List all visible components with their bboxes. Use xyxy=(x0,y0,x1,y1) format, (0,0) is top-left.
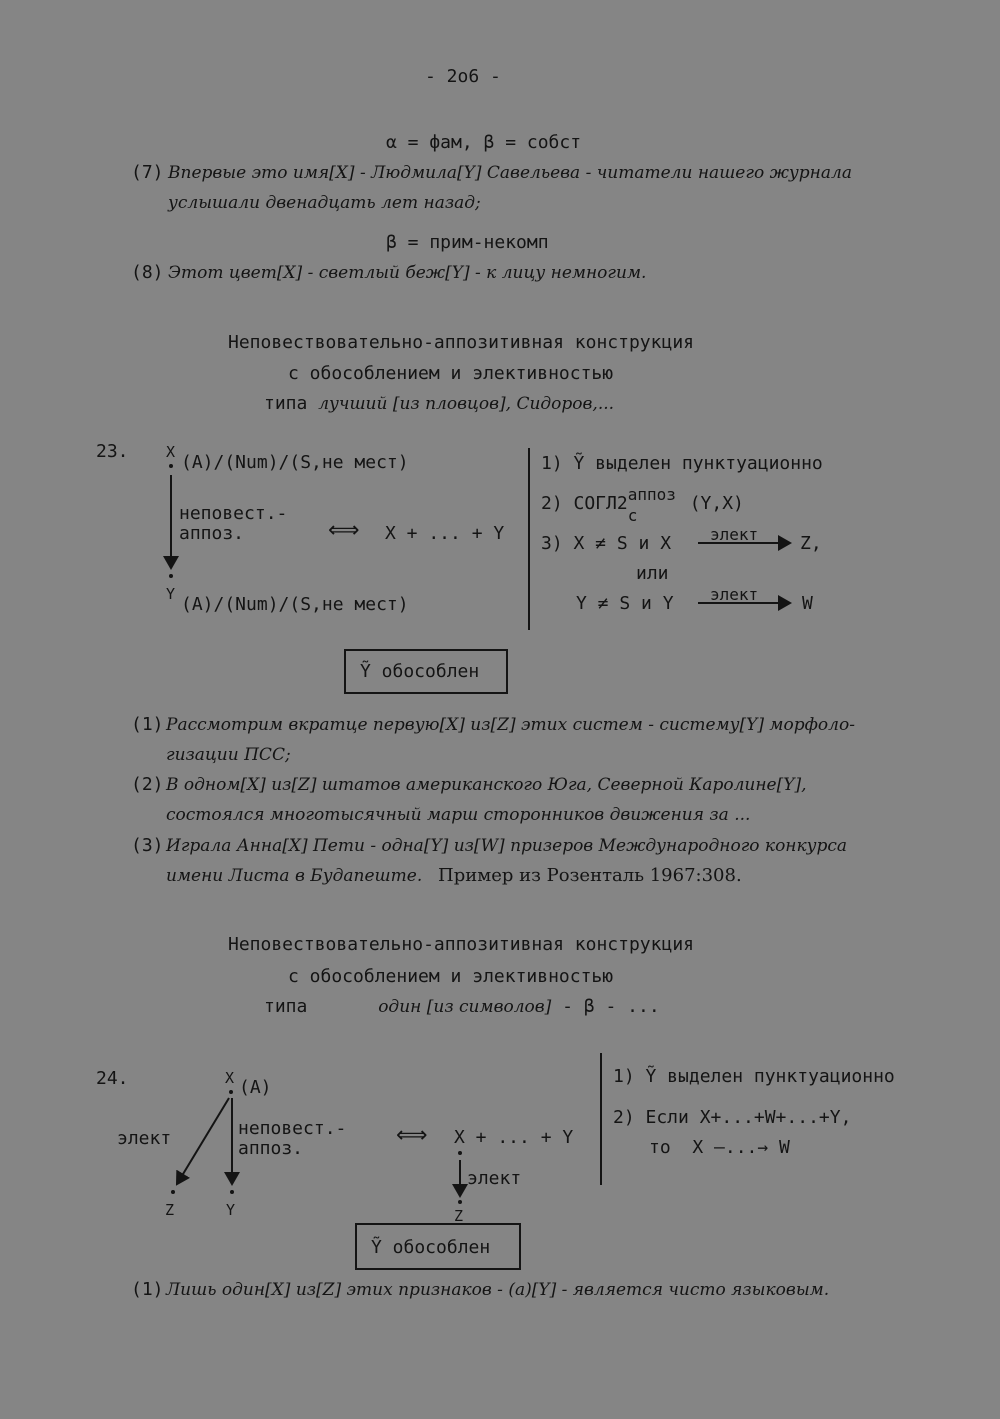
relation-label-line1: неповест.- xyxy=(179,503,288,524)
example-7-line2: услышали двенадцать лет назад; xyxy=(168,193,481,213)
example-23-1-number: (1) xyxy=(131,714,164,735)
example-7-line1: Впервые это имя[X] - Людмила[Y] Савельева - читатели нашего журнала xyxy=(168,163,852,183)
section-23-title-line1: Неповествовательно-аппозитивная конструкция xyxy=(228,332,694,353)
node-x-features: (A)/(Num)/(S,не мест) xyxy=(181,452,409,473)
condition-3b-target: W xyxy=(802,593,813,614)
page-number: - 2o6 - xyxy=(425,66,501,87)
node-x-features-24: (A) xyxy=(239,1077,272,1098)
relation-label-24-line1: неповест.- xyxy=(238,1118,347,1139)
example-7-number: (7) xyxy=(131,162,164,183)
linear-z-dot-24 xyxy=(458,1200,462,1204)
example-24-1-number: (1) xyxy=(131,1279,164,1300)
node-z-label-24: Z xyxy=(165,1201,175,1219)
elective-arrow-24 xyxy=(177,1098,229,1184)
equivalence-arrow-24: ⟺ xyxy=(396,1123,428,1148)
rule-24-number: 24. xyxy=(96,1068,129,1089)
section-23-title-line2: с обособлением и элективностью xyxy=(288,363,614,384)
example-23-1-line2: гизации ПСС; xyxy=(166,745,291,765)
example-8-line1: Этот цвет[X] - светлый беж[Y] - к лицу немногим. xyxy=(168,263,647,283)
condition-24-2-line2: то X —...→ W xyxy=(649,1137,790,1158)
linear-x-dot-24 xyxy=(458,1151,462,1155)
condition-1: 1) Ỹ выделен пунктуационно xyxy=(541,453,823,474)
relation-label-line2: аппоз. xyxy=(179,523,245,544)
node-y-label: Y xyxy=(166,585,176,603)
example-23-3-line2: имени Листа в Будапеште. xyxy=(166,866,423,886)
condition-2-superscript: аппоз xyxy=(627,485,676,504)
formula-beta: β = прим-некомп xyxy=(386,232,549,253)
condition-3a-target: Z, xyxy=(800,533,822,554)
node-y-dot xyxy=(169,574,173,578)
condition-3a-arrow-label: элект xyxy=(710,525,759,544)
linear-node-z-24: Z xyxy=(454,1207,464,1225)
node-x-label-24: X xyxy=(225,1069,235,1087)
condition-2-subscript: с xyxy=(627,506,638,525)
example-23-3-number: (3) xyxy=(131,835,164,856)
equivalence-arrow: ⟺ xyxy=(328,518,360,543)
section-23-title-line3: типа лучший [из пловцов], Сидоров,... xyxy=(264,393,615,414)
left-relation-label: элект xyxy=(117,1128,172,1149)
formula-alpha-beta: α = фам, β = собст xyxy=(386,132,582,153)
linear-formula-24: X + ... + Y xyxy=(454,1127,574,1148)
section-24-title-line2: с обособлением и элективностью xyxy=(288,966,614,987)
section-24-title-line1: Неповествовательно-аппозитивная конструкция xyxy=(228,934,694,955)
example-8-number: (8) xyxy=(131,262,164,283)
example-23-2-line2: состоялся многотысячный марш сторонников движения за ... xyxy=(166,805,751,825)
rule-23-number: 23. xyxy=(96,441,129,462)
result-box-24-text: Ỹ обособлен xyxy=(371,1237,491,1258)
relation-label-24-line2: аппоз. xyxy=(238,1138,304,1159)
node-y-label-24: Y xyxy=(226,1201,236,1219)
linear-formula: X + ... + Y xyxy=(385,523,505,544)
example-24-1-text: Лишь один[X] из[Z] этих признаков - (а)[Y] - является чисто языковым. xyxy=(166,1280,830,1300)
node-x-dot xyxy=(169,464,173,468)
result-box-23-text: Ỹ обособлен xyxy=(360,661,480,682)
node-x-label: X xyxy=(166,443,176,461)
node-y-features: (A)/(Num)/(S,не мест) xyxy=(181,594,409,615)
linear-relation-label-24: элект xyxy=(467,1168,522,1189)
condition-24-2-line1: 2) Если X+...+W+...+Y, xyxy=(613,1107,852,1128)
node-z-dot-24 xyxy=(171,1190,175,1194)
section-24-title-line3: типа один [из символов] - β - ... xyxy=(264,996,660,1017)
example-23-3-source: Пример из Розенталь 1967:308. xyxy=(438,865,742,886)
example-23-2-number: (2) xyxy=(131,774,164,795)
condition-3b-arrow-label: элект xyxy=(710,585,759,604)
condition-3b: Y ≠ S и Y xyxy=(576,593,674,614)
condition-24-1: 1) Ỹ выделен пунктуационно xyxy=(613,1066,895,1087)
node-y-dot-24 xyxy=(230,1190,234,1194)
condition-3-or: или xyxy=(636,563,669,584)
example-23-1-line1: Рассмотрим вкратце первую[X] из[Z] этих систем - систему[Y] морфоло- xyxy=(166,715,855,735)
node-x-dot-24 xyxy=(229,1090,233,1094)
example-23-3-line1: Играла Анна[X] Пети - одна[Y] из[W] призеров Международного конкурса xyxy=(166,836,848,856)
example-23-2-line1: В одном[X] из[Z] штатов американского Юга, Северной Каролине[Y], xyxy=(166,775,807,795)
condition-3a: 3) X ≠ S и X xyxy=(541,533,672,554)
condition-2: 2) СОГЛ2 аппоз с (Y,X) xyxy=(541,485,744,525)
